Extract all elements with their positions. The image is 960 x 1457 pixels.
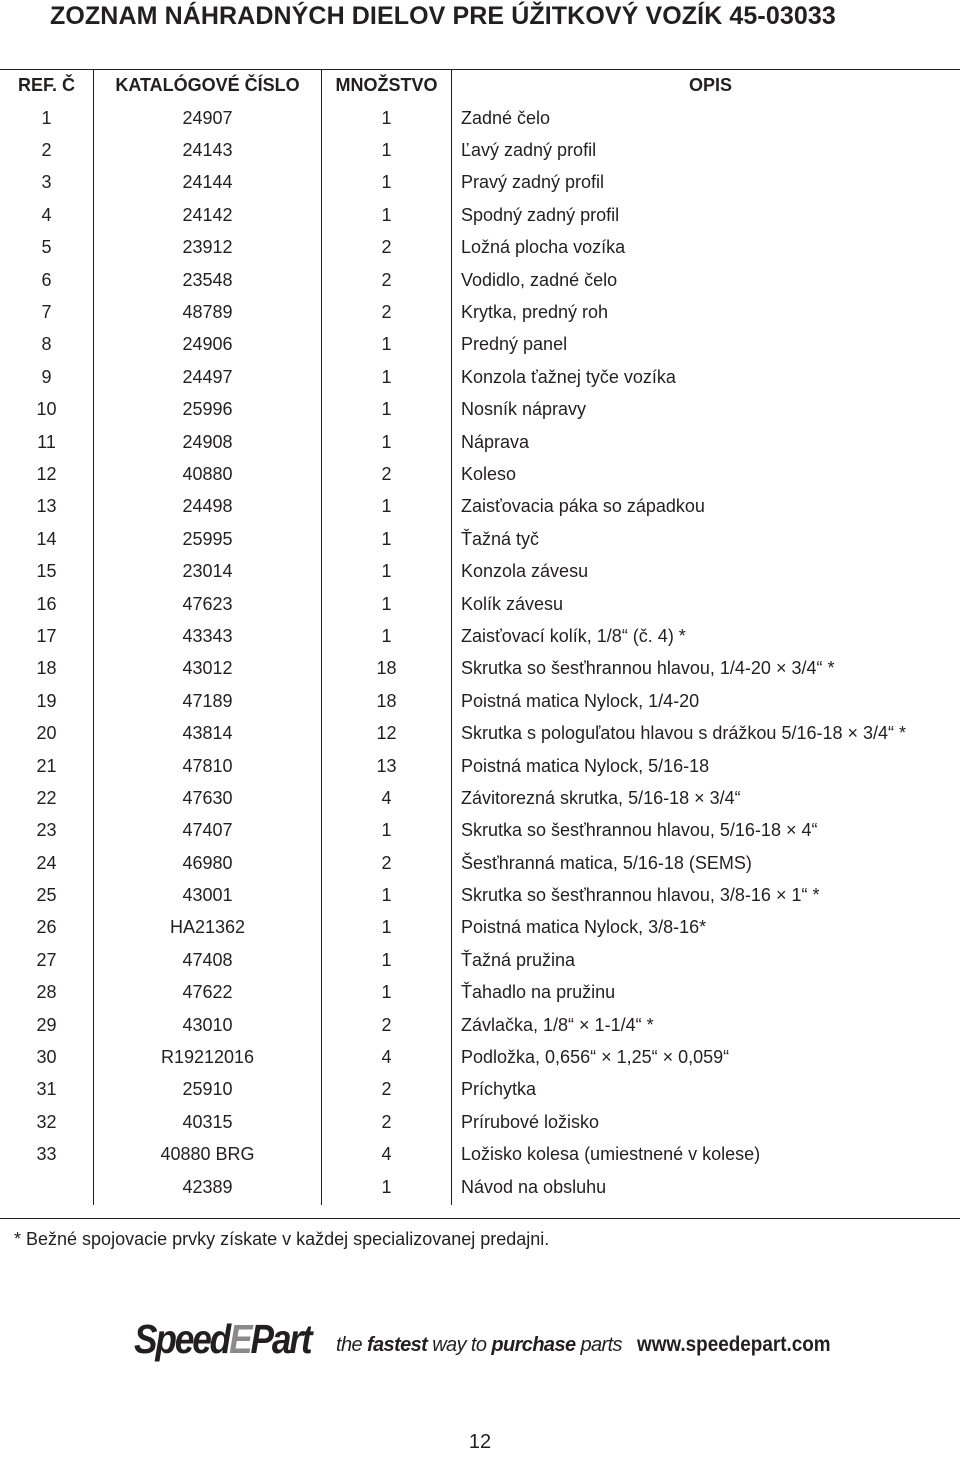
cell-catalog-number: 25910 xyxy=(94,1074,322,1106)
cell-ref: 14 xyxy=(0,523,94,555)
cell-catalog-number: R19212016 xyxy=(94,1041,322,1073)
tagline-text-2: fastest xyxy=(366,1334,428,1356)
cell-quantity: 1 xyxy=(322,620,452,652)
cell-description: Poistná matica Nylock, 1/4-20 xyxy=(461,690,700,711)
cell-description: Zadné čelo xyxy=(461,107,551,128)
cell-quantity: 2 xyxy=(322,1106,452,1138)
cell-ref: 22 xyxy=(0,782,94,814)
table-row xyxy=(0,1106,960,1138)
cell-catalog-number: 24906 xyxy=(94,329,322,361)
cell-ref: 29 xyxy=(0,1009,94,1041)
cell-catalog-number: 47630 xyxy=(94,782,322,814)
page-number: 12 xyxy=(468,1431,492,1453)
cell-description: Náprava xyxy=(461,431,530,452)
cell-quantity: 1 xyxy=(322,944,452,976)
cell-ref: 28 xyxy=(0,977,94,1009)
cell-quantity: 1 xyxy=(322,491,452,523)
cell-description: Návod na obsluhu xyxy=(461,1177,607,1198)
cell-catalog-number: 23014 xyxy=(94,555,322,587)
cell-ref: 7 xyxy=(0,296,94,328)
cell-ref: 11 xyxy=(0,426,94,458)
cell-catalog-number: 42389 xyxy=(94,1171,322,1205)
cell-quantity: 18 xyxy=(322,653,452,685)
cell-ref: 19 xyxy=(0,685,94,717)
cell-description: Konzola závesu xyxy=(461,561,589,582)
table-row xyxy=(0,426,960,458)
cell-quantity: 12 xyxy=(322,717,452,749)
table-row xyxy=(0,588,960,620)
cell-quantity: 4 xyxy=(322,782,452,814)
cell-quantity: 1 xyxy=(322,134,452,166)
cell-catalog-number: 43012 xyxy=(94,653,322,685)
cell-quantity: 1 xyxy=(322,879,452,911)
cell-catalog-number: 47623 xyxy=(94,588,322,620)
cell-ref: 31 xyxy=(0,1074,94,1106)
cell-catalog-number: 25995 xyxy=(94,523,322,555)
cell-catalog-number: 40880 xyxy=(94,458,322,490)
table-row xyxy=(0,1009,960,1041)
cell-catalog-number: 43001 xyxy=(94,879,322,911)
cell-catalog-number: 47407 xyxy=(94,815,322,847)
cell-quantity: 1 xyxy=(322,555,452,587)
cell-description: Ťahadlo na pružinu xyxy=(461,982,616,1003)
cell-quantity: 1 xyxy=(322,588,452,620)
cell-description: Závlačka, 1/8“ × 1-1/4“ * xyxy=(461,1014,654,1035)
cell-description: Ložisko kolesa (umiestnené v kolese) xyxy=(461,1144,761,1165)
tagline-text-1: the xyxy=(336,1334,367,1356)
cell-quantity: 1 xyxy=(322,912,452,944)
table-header-row xyxy=(0,69,960,102)
cell-catalog-number: 48789 xyxy=(94,296,322,328)
cell-description: Poistná matica Nylock, 3/8-16* xyxy=(461,917,707,938)
cell-catalog-number: 24142 xyxy=(94,199,322,231)
cell-catalog-number: 24143 xyxy=(94,134,322,166)
cell-catalog-number: 25996 xyxy=(94,394,322,426)
cell-ref: 1 xyxy=(0,102,94,134)
cell-quantity: 13 xyxy=(322,750,452,782)
cell-catalog-number: 24908 xyxy=(94,426,322,458)
table-row xyxy=(0,329,960,361)
header-description: OPIS xyxy=(688,75,732,95)
table-row xyxy=(0,847,960,879)
cell-quantity: 2 xyxy=(322,458,452,490)
cell-catalog-number: 24497 xyxy=(94,361,322,393)
cell-ref: 21 xyxy=(0,750,94,782)
header-ref: REF. Č xyxy=(0,69,94,102)
table-row xyxy=(0,232,960,264)
cell-catalog-number: 23548 xyxy=(94,264,322,296)
cell-quantity: 2 xyxy=(322,264,452,296)
table-row xyxy=(0,815,960,847)
cell-catalog-number: 24907 xyxy=(94,102,322,134)
cell-ref: 12 xyxy=(0,458,94,490)
cell-description: Ťažná tyč xyxy=(461,528,540,549)
cell-ref: 16 xyxy=(0,588,94,620)
table-row xyxy=(0,167,960,199)
cell-catalog-number: 47810 xyxy=(94,750,322,782)
cell-ref: 33 xyxy=(0,1139,94,1171)
table-row xyxy=(0,944,960,976)
cell-catalog-number: HA21362 xyxy=(94,912,322,944)
cell-description: Skrutka so šesťhrannou hlavou, 3/8-16 × 1“ * xyxy=(461,885,820,906)
table-row xyxy=(0,977,960,1009)
cell-ref: 13 xyxy=(0,491,94,523)
table-row xyxy=(0,523,960,555)
cell-catalog-number: 43010 xyxy=(94,1009,322,1041)
table-row xyxy=(0,1139,960,1171)
cell-description: Zaisťovacia páka so západkou xyxy=(461,496,705,517)
cell-ref: 20 xyxy=(0,717,94,749)
cell-quantity: 1 xyxy=(322,815,452,847)
cell-catalog-number: 46980 xyxy=(94,847,322,879)
cell-quantity: 1 xyxy=(322,523,452,555)
logo-part-e: E xyxy=(229,1316,251,1362)
table-row xyxy=(0,296,960,328)
cell-quantity: 4 xyxy=(322,1041,452,1073)
cell-ref: 32 xyxy=(0,1106,94,1138)
cell-quantity: 1 xyxy=(322,199,452,231)
cell-ref: 9 xyxy=(0,361,94,393)
cell-description: Pravý zadný profil xyxy=(461,172,605,193)
cell-ref: 10 xyxy=(0,394,94,426)
cell-quantity: 1 xyxy=(322,394,452,426)
table-row xyxy=(0,620,960,652)
cell-description: Podložka, 0,656“ × 1,25“ × 0,059“ xyxy=(461,1047,730,1068)
tagline-text-4: purchase xyxy=(491,1334,576,1356)
cell-catalog-number: 24144 xyxy=(94,167,322,199)
table-row xyxy=(0,102,960,134)
table-row xyxy=(0,1074,960,1106)
cell-quantity: 1 xyxy=(322,361,452,393)
cell-description: Krytka, predný roh xyxy=(461,302,609,323)
cell-catalog-number: 40880 BRG xyxy=(94,1139,322,1171)
brand-tagline xyxy=(336,1334,622,1357)
tagline-text-3: way to xyxy=(427,1334,492,1356)
cell-ref: 18 xyxy=(0,653,94,685)
cell-quantity: 1 xyxy=(322,1171,452,1205)
cell-description: Poistná matica Nylock, 5/16-18 xyxy=(461,755,710,776)
cell-quantity: 2 xyxy=(322,847,452,879)
cell-description: Skrutka s pologuľatou hlavou s drážkou 5/16-18 × 3/4“ * xyxy=(461,723,907,744)
table-row xyxy=(0,750,960,782)
cell-quantity: 18 xyxy=(322,685,452,717)
cell-ref: 3 xyxy=(0,167,94,199)
cell-catalog-number: 23912 xyxy=(94,232,322,264)
table-row xyxy=(0,394,960,426)
cell-catalog-number: 43814 xyxy=(94,717,322,749)
cell-description: Konzola ťažnej tyče vozíka xyxy=(461,366,676,387)
table-row xyxy=(0,879,960,911)
cell-ref: 25 xyxy=(0,879,94,911)
table-row xyxy=(0,458,960,490)
cell-ref: 2 xyxy=(0,134,94,166)
cell-quantity: 2 xyxy=(322,296,452,328)
cell-description: Skrutka so šesťhrannou hlavou, 1/4-20 × 3/4“ * xyxy=(461,658,835,679)
table-row xyxy=(0,653,960,685)
header-quantity: MNOŽSTVO xyxy=(322,69,452,102)
cell-description: Šesťhranná matica, 5/16-18 (SEMS) xyxy=(461,852,752,873)
brand-url[interactable]: www.speedepart.com xyxy=(637,1333,831,1356)
cell-description: Vodidlo, zadné čelo xyxy=(461,269,618,290)
cell-description: Kolík závesu xyxy=(461,593,564,614)
cell-quantity: 1 xyxy=(322,977,452,1009)
table-row xyxy=(0,491,960,523)
cell-catalog-number: 43343 xyxy=(94,620,322,652)
table-row xyxy=(0,1041,960,1073)
cell-ref: 27 xyxy=(0,944,94,976)
cell-description: Ťažná pružina xyxy=(461,949,576,970)
cell-description: Príchytka xyxy=(461,1079,537,1100)
cell-quantity: 2 xyxy=(322,232,452,264)
cell-description: Prírubové ložisko xyxy=(461,1111,600,1132)
cell-ref: 30 xyxy=(0,1041,94,1073)
cell-ref: 17 xyxy=(0,620,94,652)
table-row xyxy=(0,685,960,717)
tagline-text-5: parts xyxy=(575,1334,622,1356)
footnote: * Bežné spojovacie prvky získate v každej specializovanej predajni. xyxy=(14,1229,550,1249)
cell-ref xyxy=(0,1171,94,1205)
cell-description: Skrutka so šesťhrannou hlavou, 5/16-18 × 4“ xyxy=(461,820,818,841)
cell-quantity: 1 xyxy=(322,102,452,134)
cell-ref: 24 xyxy=(0,847,94,879)
header-catalog-number: KATALÓGOVÉ ČÍSLO xyxy=(94,69,322,102)
cell-ref: 5 xyxy=(0,232,94,264)
table-row xyxy=(0,912,960,944)
cell-ref: 4 xyxy=(0,199,94,231)
table-row xyxy=(0,199,960,231)
table-bottom-rule xyxy=(0,1218,960,1219)
cell-ref: 26 xyxy=(0,912,94,944)
table-row xyxy=(0,1171,960,1205)
table-row xyxy=(0,555,960,587)
cell-quantity: 1 xyxy=(322,426,452,458)
cell-quantity: 4 xyxy=(322,1139,452,1171)
cell-ref: 8 xyxy=(0,329,94,361)
table-row xyxy=(0,782,960,814)
cell-catalog-number: 40315 xyxy=(94,1106,322,1138)
cell-ref: 6 xyxy=(0,264,94,296)
cell-description: Nosník nápravy xyxy=(461,399,587,420)
cell-description: Ľavý zadný profil xyxy=(461,140,597,161)
cell-description: Zaisťovací kolík, 1/8“ (č. 4) * xyxy=(461,625,686,646)
cell-catalog-number: 47189 xyxy=(94,685,322,717)
table-row xyxy=(0,717,960,749)
cell-quantity: 1 xyxy=(322,167,452,199)
cell-quantity: 2 xyxy=(322,1074,452,1106)
table-row xyxy=(0,361,960,393)
cell-description: Spodný zadný profil xyxy=(461,204,620,225)
cell-catalog-number: 47622 xyxy=(94,977,322,1009)
cell-description: Ložná plocha vozíka xyxy=(461,237,626,258)
cell-catalog-number: 24498 xyxy=(94,491,322,523)
cell-description: Koleso xyxy=(461,463,517,484)
cell-ref: 15 xyxy=(0,555,94,587)
speedepart-logo xyxy=(134,1316,310,1363)
table-row xyxy=(0,134,960,166)
parts-table xyxy=(0,69,960,1205)
cell-quantity: 1 xyxy=(322,329,452,361)
logo-part-part: Part xyxy=(250,1316,311,1362)
table-row xyxy=(0,264,960,296)
logo-part-speed: Speed xyxy=(134,1316,230,1362)
cell-catalog-number: 47408 xyxy=(94,944,322,976)
cell-description: Závitorezná skrutka, 5/16-18 × 3/4“ xyxy=(461,787,741,808)
cell-ref: 23 xyxy=(0,815,94,847)
cell-description: Predný panel xyxy=(461,334,568,355)
cell-quantity: 2 xyxy=(322,1009,452,1041)
page-title: ZOZNAM NÁHRADNÝCH DIELOV PRE ÚŽITKOVÝ VOZÍK 45-03033 xyxy=(50,2,836,30)
